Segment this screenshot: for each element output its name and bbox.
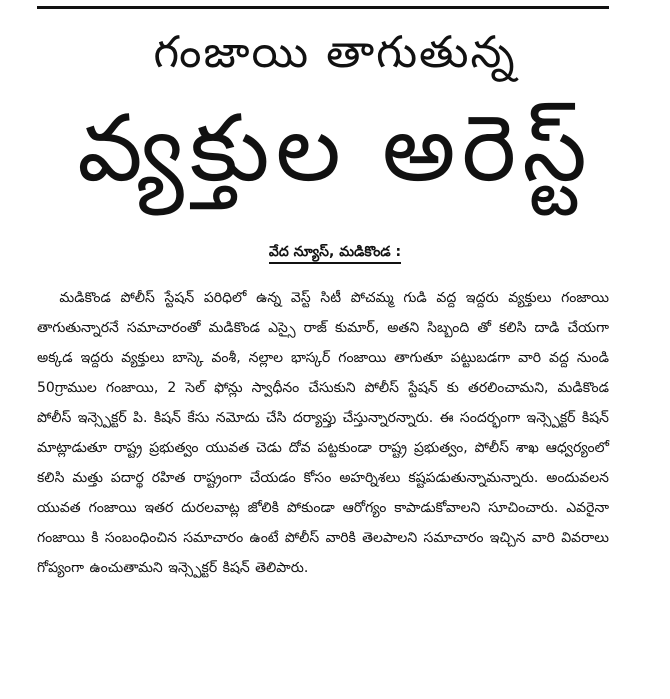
headline: వ్యక్తుల అరెస్ట్: [77, 95, 593, 202]
headline-kicker: గంజాయి తాగుతున్న: [153, 27, 517, 78]
top-rule: [37, 6, 609, 9]
article-body: మడికొండ పోలీస్ స్టేషన్ పరిధిలో ఉన్న వెస్ట్ సిటీ పోచమ్మ గుడి వద్ద ఇద్దరు వ్యక్తులు గంజాయి తాగుతున్నారనే సమాచారంతో మడికొండ ఎస్సై రాజ్ కుమార్, అతని సిబ్బంది తో కలిసి దాడి చేయగా అక్కడ ఇద్దరు వ్యక్తులు బాస్కె వంశీ, నల్లాల భాస్కర్ గంజాయి తాగుతూ పట్టుబడగా వారి వద్ద నుండి 50గ్రాముల గంజాయి, 2 సెల్ ఫోన్లు స్వాధీనం చేసుకుని పోలీస్ స్టేషన్ కు తరలించామని, మడికొండ పోలీస్ ఇన్స్పెక్టర్ పి. కిషన్ కేసు నమోదు చేసి దర్యాప్తు చేస్తున్నారన్నారు. ఈ సందర్భంగా ఇన్స్పెక్టర్ కిషన్ మాట్లాడుతూ రాష్ట్ర ప్రభుత్వం యువత చెడు దోవ పట్టకుండా రాష్ట్ర ప్రభుత్వం, పోలీస్ శాఖ ఆధ్వర్యంలో కలిసి మత్తు పదార్థ రహిత రాష్ట్రంగా చేయడం కోసం అహర్నిశలు కష్టపడుతున్నామన్నారు. అందువలన యువత గంజాయి ఇతర దురలవాట్ల జోలికి పోకుండా ఆరోగ్యం కాపాడుకోవాలని సూచించారు. ఎవరైనా గంజాయి కి సంబంధించిన సమాచారం ఉంటే పోలీస్ వారికి తెలపాలని సమాచారం ఇచ్చిన వారి వివరాలు గోప్యంగా ఉంచుతామని ఇన్స్పెక్టర్ కిషన్ తెలిపారు.: [37, 290, 609, 576]
dateline-text: వేద న్యూస్, మడికొండ :: [269, 244, 401, 264]
dateline: [0, 240, 670, 264]
